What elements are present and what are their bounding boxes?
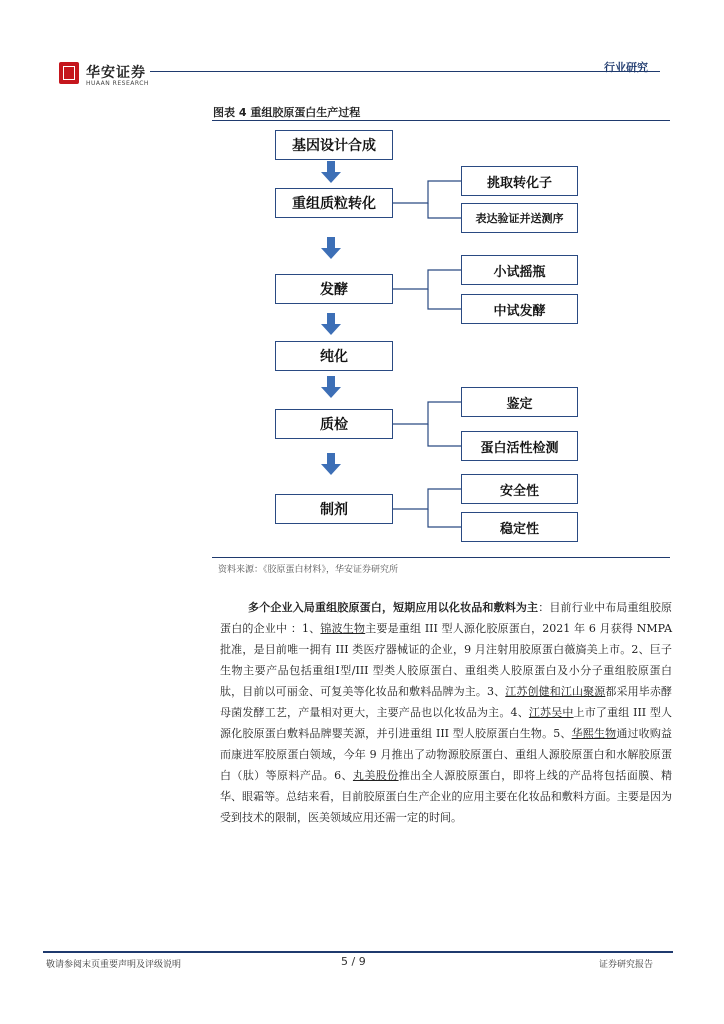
body-paragraph: 多个企业入局重组胶原蛋白，短期应用以化妆品和敷料为主：目前行业中布局重组胶原蛋白的企业中 ：1、锦波生物主要是重组 III 型人源化胶原蛋白，2021 年 6 月获得 NMPA 批准，是目前唯一拥有 III 类医疗器械证的企业，9 月注射用胶原蛋白薇旖美上市。2、巨子生物主要产品包括重组Ⅰ型/III 型类人胶原蛋白、重组类人胶原蛋白及小分子重组胶原蛋白肽，目前以可丽金、可复美等化妆品和敷料品牌为主。3、江苏创健和江山聚源都采用毕赤酵母菌发酵工艺，产量相对更大，主要产品也以化妆品为主。4、江苏吴中上市了重组 III 型人源化胶原蛋白敷料品牌婴芙源，并引进重组 III 型人胶原蛋白生物。5、华熙生物通过收购益而康进军胶原蛋白领域，今年 9 月推出了动物源胶原蛋白、重组人源胶原蛋白和水解胶原蛋白（肽）等原料产品。6、丸美股份推出全人源胶原蛋白，即将上线的产品将包括面膜、精华、眼霜等。总结来看，目前胶原蛋白生产企业的应用主要在化妆品和敷料方面。主要是因为受到技术的限制，医美领域应用还需一定的时间。 [220,601,673,824]
step-fermentation: 发酵 [275,274,393,304]
substep-pick-transformant: 挑取转化子 [461,166,578,196]
substep-stability: 稳定性 [461,512,578,542]
down-arrow-icon [321,376,341,398]
down-arrow-icon [321,453,341,475]
footer-report-type: 证券研究报告 [599,960,654,970]
down-arrow-icon [321,237,341,259]
substep-expression-verify: 表达验证并送测序 [461,203,578,233]
step-quality-check: 质检 [275,409,393,439]
company-name: 华熙生物 [571,727,617,740]
logo-text: 华安证券 [86,65,146,81]
substep-activity-test: 蛋白活性检测 [461,431,578,461]
substep-identification: 鉴定 [461,387,578,417]
step-formulation: 制剂 [275,494,393,524]
substep-pilot-ferment: 中试发酵 [461,294,578,324]
logo-subtext: HUAAN RESEARCH [86,80,149,87]
substep-safety: 安全性 [461,474,578,504]
source-divider [212,557,670,558]
company-name: 江苏创健和江山聚源 [505,685,606,698]
footer-divider [43,951,673,953]
step-gene-design: 基因设计合成 [275,130,393,160]
footer-disclaimer: 敬请参阅末页重要声明及评级说明 [46,960,182,970]
figure-caption: 图表 4 重组胶原蛋白生产过程 [213,106,361,119]
company-name: 锦波生物 [320,622,366,635]
company-name: 江苏吴中 [528,706,574,719]
down-arrow-icon [321,161,341,183]
down-arrow-icon [321,313,341,335]
company-name: 丸美股份 [352,769,399,782]
figure-source: 资料来源：《胶原蛋白材料》，华安证券研究所 [218,565,399,575]
step-plasmid-transform: 重组质粒转化 [275,188,393,218]
paragraph-lead: 多个企业入局重组胶原蛋白，短期应用以化妆品和敷料为主 [248,601,539,614]
page-number: 5 / 9 [341,955,366,968]
step-purification: 纯化 [275,341,393,371]
substep-shake-flask: 小试摇瓶 [461,255,578,285]
section-label: 行业研究 [604,61,648,74]
